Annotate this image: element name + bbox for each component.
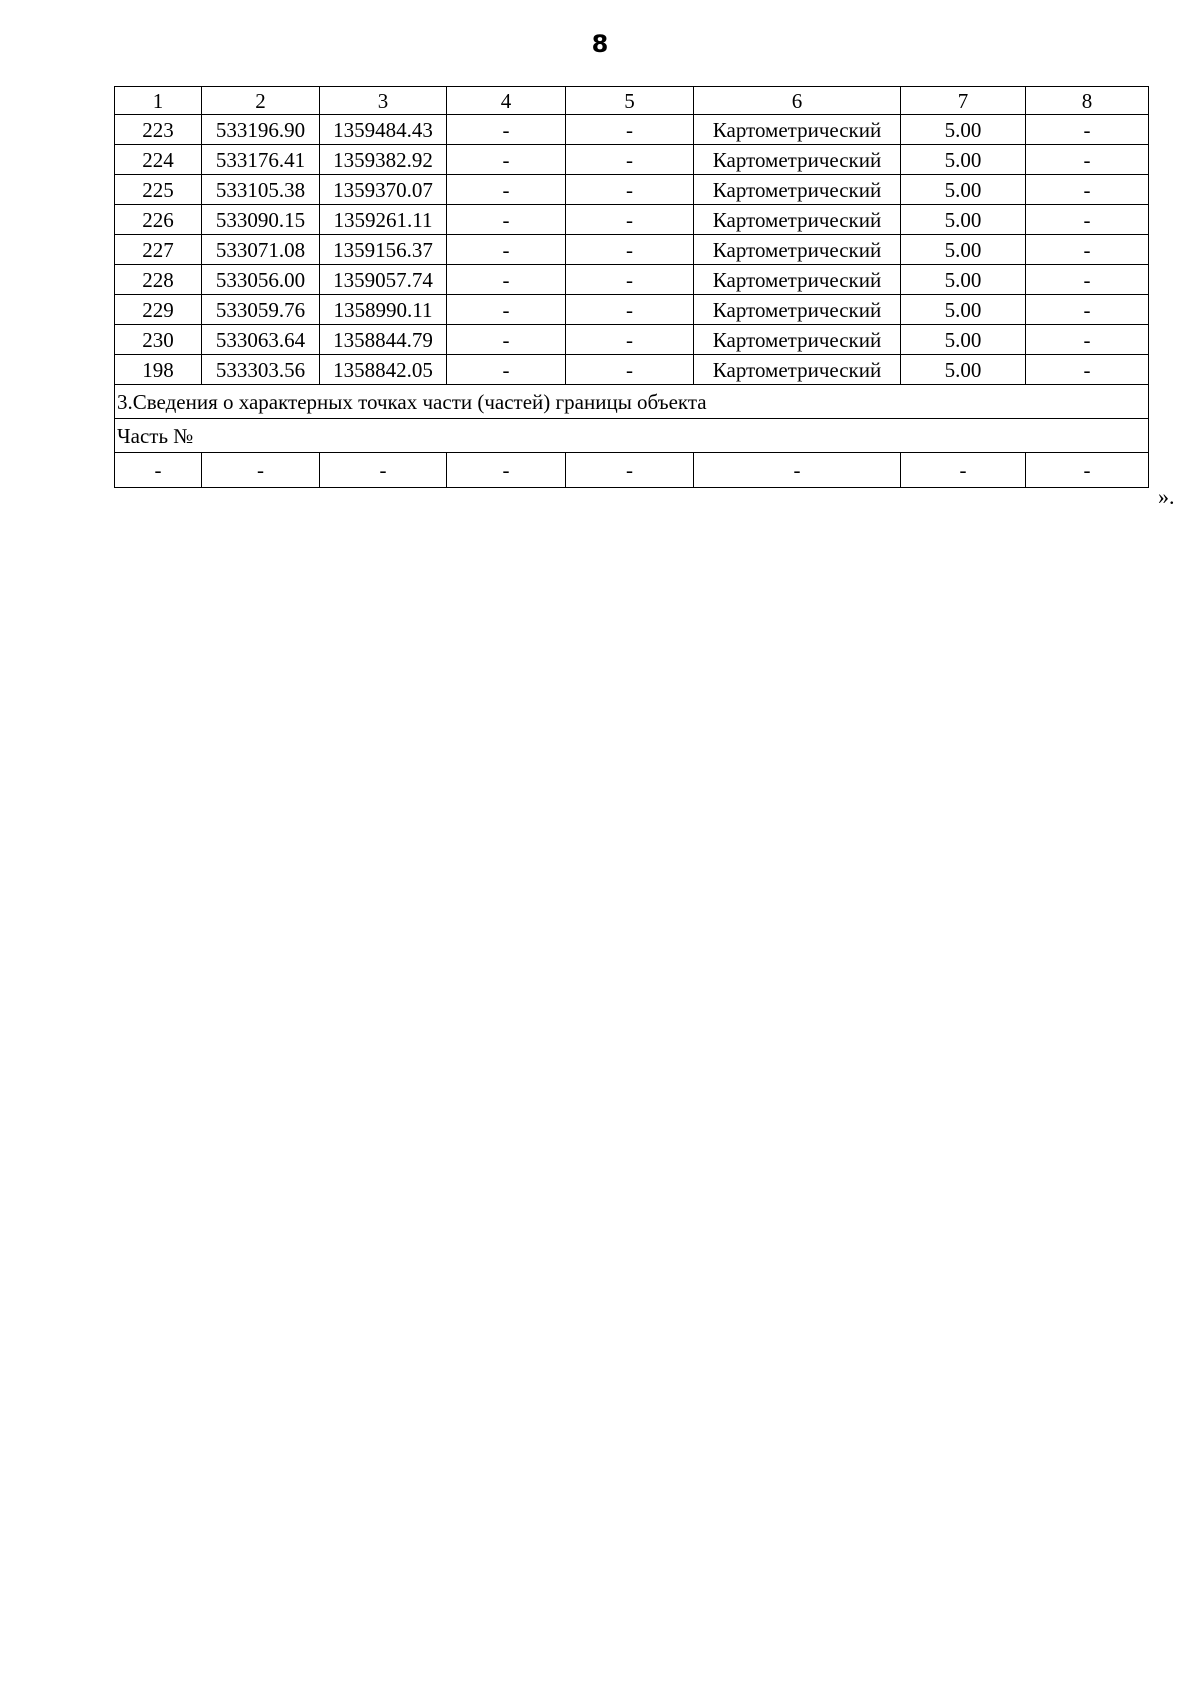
table-cell: -	[447, 265, 566, 295]
table-row	[115, 115, 1149, 145]
table-cell: 230	[115, 325, 202, 355]
table-header-row	[115, 87, 1149, 115]
table-cell: -	[447, 325, 566, 355]
table-cell: -	[566, 295, 694, 325]
table-cell: 1358990.11	[320, 295, 447, 325]
table-cell: 229	[115, 295, 202, 325]
coordinates-table	[114, 86, 1149, 488]
table-cell: 1358842.05	[320, 355, 447, 385]
table-cell: -	[1026, 265, 1149, 295]
table-cell: 225	[115, 175, 202, 205]
table-cell: 1359057.74	[320, 265, 447, 295]
table-cell: Картометрический	[694, 295, 901, 325]
table-cell: Картометрический	[694, 145, 901, 175]
table-cell: 224	[115, 145, 202, 175]
table-cell: -	[1026, 453, 1149, 488]
section-title: 3.Сведения о характерных точках части (частей) границы объекта	[115, 385, 1149, 419]
table-cell: 1359156.37	[320, 235, 447, 265]
table-cell: -	[901, 453, 1026, 488]
table-cell: 533071.08	[202, 235, 320, 265]
table-cell: -	[320, 453, 447, 488]
table-cell: -	[447, 453, 566, 488]
table-row	[115, 295, 1149, 325]
table-cell: 5.00	[901, 175, 1026, 205]
table-cell: -	[1026, 115, 1149, 145]
table-cell: -	[447, 235, 566, 265]
table-cell: 5.00	[901, 265, 1026, 295]
table-cell: Картометрический	[694, 355, 901, 385]
column-header: 1	[115, 87, 202, 115]
table-cell: Картометрический	[694, 115, 901, 145]
table-cell: -	[202, 453, 320, 488]
table-cell: 5.00	[901, 355, 1026, 385]
table-cell: -	[566, 145, 694, 175]
table-cell: 533303.56	[202, 355, 320, 385]
part-label-row	[115, 419, 1149, 453]
table-cell: -	[447, 175, 566, 205]
table-cell: Картометрический	[694, 325, 901, 355]
table-row	[115, 205, 1149, 235]
table-cell: -	[447, 205, 566, 235]
table-cell: -	[566, 235, 694, 265]
table-cell: -	[566, 205, 694, 235]
table-cell: -	[1026, 325, 1149, 355]
table-cell: -	[566, 265, 694, 295]
table-cell: 5.00	[901, 325, 1026, 355]
column-header: 8	[1026, 87, 1149, 115]
table-cell: -	[1026, 175, 1149, 205]
table-row	[115, 325, 1149, 355]
table-cell: 5.00	[901, 205, 1026, 235]
table-cell: Картометрический	[694, 175, 901, 205]
table-cell: 533196.90	[202, 115, 320, 145]
table-cell: -	[566, 325, 694, 355]
table-cell: -	[1026, 355, 1149, 385]
column-header: 6	[694, 87, 901, 115]
column-header: 4	[447, 87, 566, 115]
part-data-row	[115, 453, 1149, 488]
table-cell: Картометрический	[694, 235, 901, 265]
part-label: Часть №	[115, 419, 1149, 453]
table-cell: 533063.64	[202, 325, 320, 355]
table-cell: -	[566, 355, 694, 385]
table-cell: 533176.41	[202, 145, 320, 175]
table-cell: 5.00	[901, 235, 1026, 265]
page-number: 8	[591, 30, 609, 58]
table-row	[115, 355, 1149, 385]
table-cell: 533059.76	[202, 295, 320, 325]
table-cell: Картометрический	[694, 205, 901, 235]
column-header: 2	[202, 87, 320, 115]
section-title-row	[115, 385, 1149, 419]
table-cell: 533090.15	[202, 205, 320, 235]
table-cell: Картометрический	[694, 265, 901, 295]
column-header: 3	[320, 87, 447, 115]
table-cell: -	[115, 453, 202, 488]
table-cell: 227	[115, 235, 202, 265]
table-cell: 5.00	[901, 115, 1026, 145]
closing-quote: ».	[1158, 484, 1175, 509]
table-cell: 5.00	[901, 295, 1026, 325]
table-cell: -	[447, 145, 566, 175]
table-cell: 533105.38	[202, 175, 320, 205]
table-cell: 533056.00	[202, 265, 320, 295]
table-cell: -	[566, 175, 694, 205]
table-cell: 1358844.79	[320, 325, 447, 355]
table-row	[115, 265, 1149, 295]
table-cell: 1359382.92	[320, 145, 447, 175]
table-cell: 1359484.43	[320, 115, 447, 145]
table-cell: 5.00	[901, 145, 1026, 175]
table-cell: 1359370.07	[320, 175, 447, 205]
table-row	[115, 145, 1149, 175]
table-cell: 228	[115, 265, 202, 295]
table-cell: 198	[115, 355, 202, 385]
table-cell: -	[1026, 235, 1149, 265]
table-row	[115, 235, 1149, 265]
table-cell: -	[566, 115, 694, 145]
table-cell: -	[447, 295, 566, 325]
table-row	[115, 175, 1149, 205]
column-header: 5	[566, 87, 694, 115]
table-cell: -	[1026, 295, 1149, 325]
table-cell: 223	[115, 115, 202, 145]
table-cell: -	[1026, 205, 1149, 235]
table-cell: -	[1026, 145, 1149, 175]
column-header: 7	[901, 87, 1026, 115]
table-cell: 1359261.11	[320, 205, 447, 235]
table-cell: -	[566, 453, 694, 488]
table-cell: -	[447, 355, 566, 385]
table-cell: -	[694, 453, 901, 488]
table-cell: -	[447, 115, 566, 145]
table-cell: 226	[115, 205, 202, 235]
